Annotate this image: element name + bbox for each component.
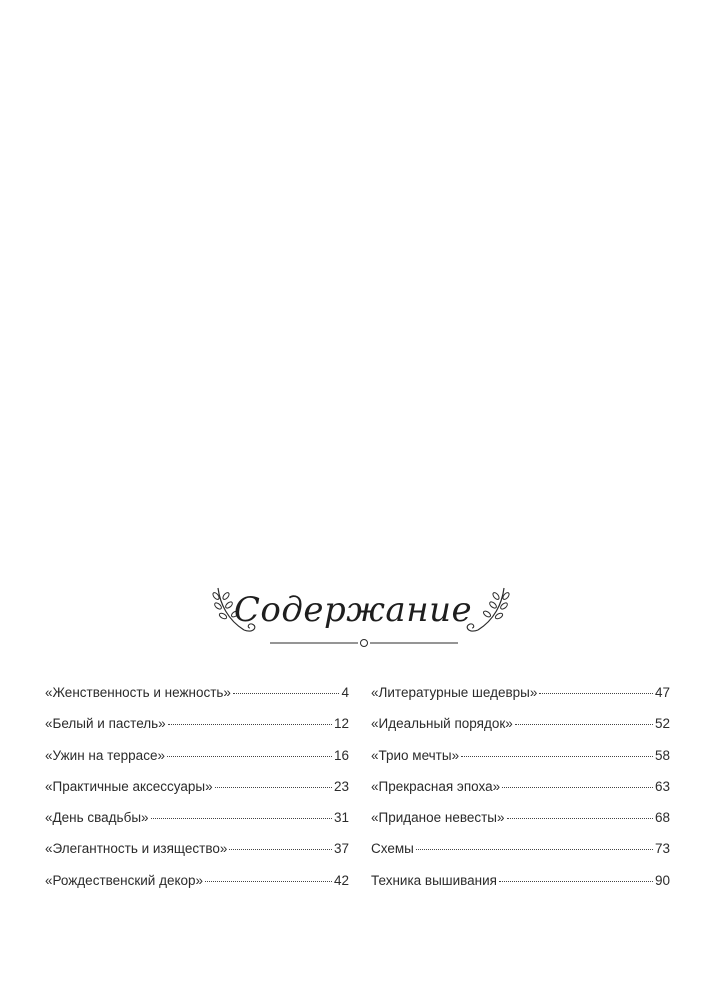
dot-leader	[515, 724, 653, 725]
dot-leader	[416, 849, 653, 850]
toc-entry-page: 37	[333, 841, 349, 857]
dot-leader	[507, 818, 653, 819]
dot-leader	[229, 849, 332, 850]
toc-entry-title: «Ужин на террасе»	[45, 747, 165, 763]
laurel-sprig-right-icon	[462, 584, 512, 636]
toc-header	[0, 572, 706, 662]
toc-entry-title: Схемы	[371, 841, 414, 857]
toc-entry[interactable]	[371, 873, 670, 904]
toc-entry-page: 47	[654, 685, 670, 700]
toc-entry-page: 4	[341, 685, 349, 700]
dot-leader	[539, 693, 653, 694]
toc-entry-page: 23	[333, 778, 349, 794]
toc-entry-page: 58	[654, 747, 670, 763]
toc-entry-title: «Идеальный порядок»	[371, 716, 513, 732]
toc-entry-page: 73	[654, 841, 670, 857]
toc-entry-page: 90	[654, 872, 670, 888]
toc-entry-title: «Приданое невесты»	[371, 810, 505, 826]
dot-leader	[461, 756, 653, 757]
toc-entry-page: 42	[333, 872, 349, 888]
toc-entry-page: 68	[654, 810, 670, 826]
toc-entry[interactable]	[45, 716, 349, 747]
toc-entry[interactable]	[45, 685, 349, 716]
toc-column-right	[371, 685, 670, 904]
toc-entry-title: «Рождественский декор»	[45, 872, 204, 888]
toc-entry-title: «Элегантность и изящество»	[45, 841, 228, 857]
dot-leader	[499, 881, 653, 882]
toc-entry-page: 63	[654, 778, 670, 794]
toc-entry-title: «Практичные аксессуары»	[45, 778, 213, 794]
dot-leader	[215, 787, 332, 788]
toc-entry-title: «Прекрасная эпоха»	[371, 778, 501, 794]
toc-entry[interactable]	[371, 779, 670, 810]
dot-leader	[233, 693, 340, 694]
dot-leader	[168, 724, 332, 725]
toc-entry[interactable]	[371, 748, 670, 779]
toc-entry[interactable]	[371, 841, 670, 872]
dot-leader	[151, 818, 332, 819]
toc-entry[interactable]	[45, 841, 349, 872]
toc-entry-page: 52	[654, 716, 670, 732]
toc-entry[interactable]	[371, 716, 670, 747]
toc-entry-title: Техника вышивания	[371, 872, 497, 888]
dot-leader	[167, 756, 332, 757]
toc-entry-title: «День свадьбы»	[45, 810, 149, 826]
toc-entry-title: «Белый и пастель»	[45, 716, 166, 732]
toc-entry[interactable]	[45, 779, 349, 810]
toc-entry[interactable]	[371, 810, 670, 841]
toc-entry-title: «Литературные шедевры»	[371, 685, 538, 700]
toc-title: Содержание	[233, 590, 473, 630]
toc-entry[interactable]	[45, 748, 349, 779]
dot-leader	[205, 881, 332, 882]
dot-leader	[502, 787, 653, 788]
toc-entry-page: 31	[333, 810, 349, 826]
toc-entry-title: «Женственность и нежность»	[45, 685, 231, 700]
toc-entry[interactable]	[45, 873, 349, 904]
circle-divider-icon	[270, 636, 458, 650]
toc-entry-title: «Трио мечты»	[371, 747, 460, 763]
toc-column-left	[45, 685, 349, 904]
toc-entry[interactable]	[45, 810, 349, 841]
toc-entry-page: 12	[333, 716, 349, 732]
toc-entry[interactable]	[371, 685, 670, 716]
toc-entry-page: 16	[333, 747, 349, 763]
